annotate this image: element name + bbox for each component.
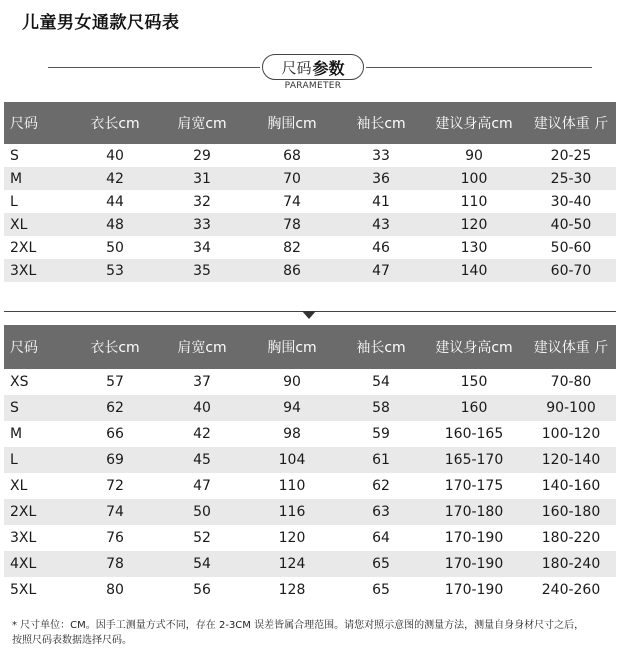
- table-row: [4, 577, 616, 603]
- table-cell: 82: [244, 236, 340, 259]
- table-cell: 66: [70, 421, 160, 447]
- table-cell: 70-80: [526, 369, 616, 395]
- table-cell: 104: [244, 447, 340, 473]
- size-table-small: [4, 102, 616, 282]
- table-row: [4, 395, 616, 421]
- table-row: [4, 499, 616, 525]
- table-cell: 40-50: [526, 213, 616, 236]
- size-table-large: [4, 325, 616, 603]
- header-chest: 胸围cm: [244, 102, 340, 144]
- table-row: [4, 236, 616, 259]
- table-cell: 54: [340, 369, 422, 395]
- table-cell: M: [4, 421, 70, 447]
- table-cell: 110: [244, 473, 340, 499]
- table-cell: 124: [244, 551, 340, 577]
- table-cell: 40: [160, 395, 244, 421]
- section-subtitle: PARAMETER: [284, 81, 342, 91]
- table-cell: 33: [340, 144, 422, 167]
- table-cell: XL: [4, 473, 70, 499]
- table-cell: 50: [160, 499, 244, 525]
- header-weight: 建议体重 斤: [526, 325, 616, 369]
- table-cell: 56: [160, 577, 244, 603]
- table-cell: 170-190: [422, 577, 526, 603]
- table-cell: 32: [160, 190, 244, 213]
- table-cell: 25-30: [526, 167, 616, 190]
- table-cell: 59: [340, 421, 422, 447]
- table-cell: 5XL: [4, 577, 70, 603]
- table-cell: 100-120: [526, 421, 616, 447]
- header-size: 尺码: [4, 325, 70, 369]
- table-cell: 34: [160, 236, 244, 259]
- table-cell: 150: [422, 369, 526, 395]
- table-cell: 41: [340, 190, 422, 213]
- table-cell: 3XL: [4, 525, 70, 551]
- table-row: [4, 167, 616, 190]
- table-cell: 64: [340, 525, 422, 551]
- header-height: 建议身高cm: [422, 102, 526, 144]
- table-cell: 170-190: [422, 551, 526, 577]
- table-cell: 78: [244, 213, 340, 236]
- table-cell: S: [4, 144, 70, 167]
- table-cell: 20-25: [526, 144, 616, 167]
- table-cell: 33: [160, 213, 244, 236]
- table-row: [4, 525, 616, 551]
- table-row: [4, 473, 616, 499]
- table-cell: 98: [244, 421, 340, 447]
- table-cell: L: [4, 447, 70, 473]
- table-cell: 45: [160, 447, 244, 473]
- table-cell: 47: [340, 259, 422, 282]
- table-cell: 110: [422, 190, 526, 213]
- table-cell: 130: [422, 236, 526, 259]
- table-cell: 36: [340, 167, 422, 190]
- table-cell: 42: [70, 167, 160, 190]
- table-cell: XL: [4, 213, 70, 236]
- header-rule-right: [366, 67, 592, 68]
- table-cell: 61: [340, 447, 422, 473]
- table-cell: 160-165: [422, 421, 526, 447]
- page-title: 儿童男女通款尺码表: [22, 13, 180, 33]
- table-row: [4, 213, 616, 236]
- table-cell: 80: [70, 577, 160, 603]
- table-cell: 116: [244, 499, 340, 525]
- table-cell: 69: [70, 447, 160, 473]
- header-size: 尺码: [4, 102, 70, 144]
- note-line-1: * 尺寸单位：CM。因手工测量方式不同，存在 2-3CM 误差皆属合理范围。请您对照示意图的测量方法，测量自身身材尺寸之后，: [12, 620, 585, 631]
- table-cell: 140: [422, 259, 526, 282]
- table-cell: 52: [160, 525, 244, 551]
- table-row: [4, 369, 616, 395]
- table-cell: 30-40: [526, 190, 616, 213]
- table-cell: 78: [70, 551, 160, 577]
- header-sleeve: 袖长cm: [340, 325, 422, 369]
- table-cell: 128: [244, 577, 340, 603]
- table-cell: S: [4, 395, 70, 421]
- table-cell: 3XL: [4, 259, 70, 282]
- down-arrow-icon: [302, 311, 316, 319]
- table-cell: 160-180: [526, 499, 616, 525]
- table-cell: 42: [160, 421, 244, 447]
- table-cell: XS: [4, 369, 70, 395]
- table-row: [4, 190, 616, 213]
- table-cell: 170-190: [422, 525, 526, 551]
- table-cell: 29: [160, 144, 244, 167]
- table-cell: 48: [70, 213, 160, 236]
- table-cell: 170-175: [422, 473, 526, 499]
- table-cell: 86: [244, 259, 340, 282]
- section-badge: [262, 54, 364, 80]
- header-length: 衣长cm: [70, 102, 160, 144]
- table-cell: 120: [422, 213, 526, 236]
- table-cell: 62: [70, 395, 160, 421]
- table-cell: 40: [70, 144, 160, 167]
- table-header-row: [4, 325, 616, 369]
- header-rule-left: [48, 67, 260, 68]
- table-cell: 31: [160, 167, 244, 190]
- table-cell: 62: [340, 473, 422, 499]
- table-cell: 2XL: [4, 499, 70, 525]
- table-cell: 50: [70, 236, 160, 259]
- table-cell: 65: [340, 577, 422, 603]
- table-cell: 90: [244, 369, 340, 395]
- note-line-2: 按照尺码表数据选择尺码。: [12, 635, 132, 646]
- header-shoulder: 肩宽cm: [160, 102, 244, 144]
- table-cell: 90: [422, 144, 526, 167]
- table-cell: 47: [160, 473, 244, 499]
- badge-label-bold: 参数: [312, 58, 345, 78]
- table-cell: 165-170: [422, 447, 526, 473]
- badge-label-prefix: 尺码: [281, 58, 312, 77]
- table-row: [4, 551, 616, 577]
- table-cell: 70: [244, 167, 340, 190]
- table-cell: 72: [70, 473, 160, 499]
- table-cell: 58: [340, 395, 422, 421]
- table-cell: 54: [160, 551, 244, 577]
- header-weight: 建议体重 斤: [526, 102, 616, 144]
- table-cell: 65: [340, 551, 422, 577]
- table-cell: 90-100: [526, 395, 616, 421]
- table-header-row: [4, 102, 616, 144]
- table-cell: 120: [244, 525, 340, 551]
- table-cell: 46: [340, 236, 422, 259]
- table-cell: 44: [70, 190, 160, 213]
- table-cell: 57: [70, 369, 160, 395]
- header-height: 建议身高cm: [422, 325, 526, 369]
- table-cell: L: [4, 190, 70, 213]
- table-cell: 2XL: [4, 236, 70, 259]
- table-row: [4, 447, 616, 473]
- table-cell: 63: [340, 499, 422, 525]
- table-cell: M: [4, 167, 70, 190]
- table-cell: 100: [422, 167, 526, 190]
- table-cell: 53: [70, 259, 160, 282]
- table-cell: 74: [70, 499, 160, 525]
- table-cell: 4XL: [4, 551, 70, 577]
- table-cell: 120-140: [526, 447, 616, 473]
- table-cell: 140-160: [526, 473, 616, 499]
- table-cell: 76: [70, 525, 160, 551]
- table-cell: 180-240: [526, 551, 616, 577]
- header-chest: 胸围cm: [244, 325, 340, 369]
- header-shoulder: 肩宽cm: [160, 325, 244, 369]
- table-cell: 160: [422, 395, 526, 421]
- table-cell: 94: [244, 395, 340, 421]
- size-note: [12, 618, 612, 648]
- table-row: [4, 144, 616, 167]
- table-cell: 50-60: [526, 236, 616, 259]
- table-cell: 240-260: [526, 577, 616, 603]
- table-cell: 170-180: [422, 499, 526, 525]
- header-length: 衣长cm: [70, 325, 160, 369]
- table-row: [4, 259, 616, 282]
- table-cell: 60-70: [526, 259, 616, 282]
- table-cell: 35: [160, 259, 244, 282]
- table-row: [4, 421, 616, 447]
- table-cell: 43: [340, 213, 422, 236]
- table-cell: 74: [244, 190, 340, 213]
- table-cell: 37: [160, 369, 244, 395]
- header-sleeve: 袖长cm: [340, 102, 422, 144]
- table-cell: 180-220: [526, 525, 616, 551]
- table-cell: 68: [244, 144, 340, 167]
